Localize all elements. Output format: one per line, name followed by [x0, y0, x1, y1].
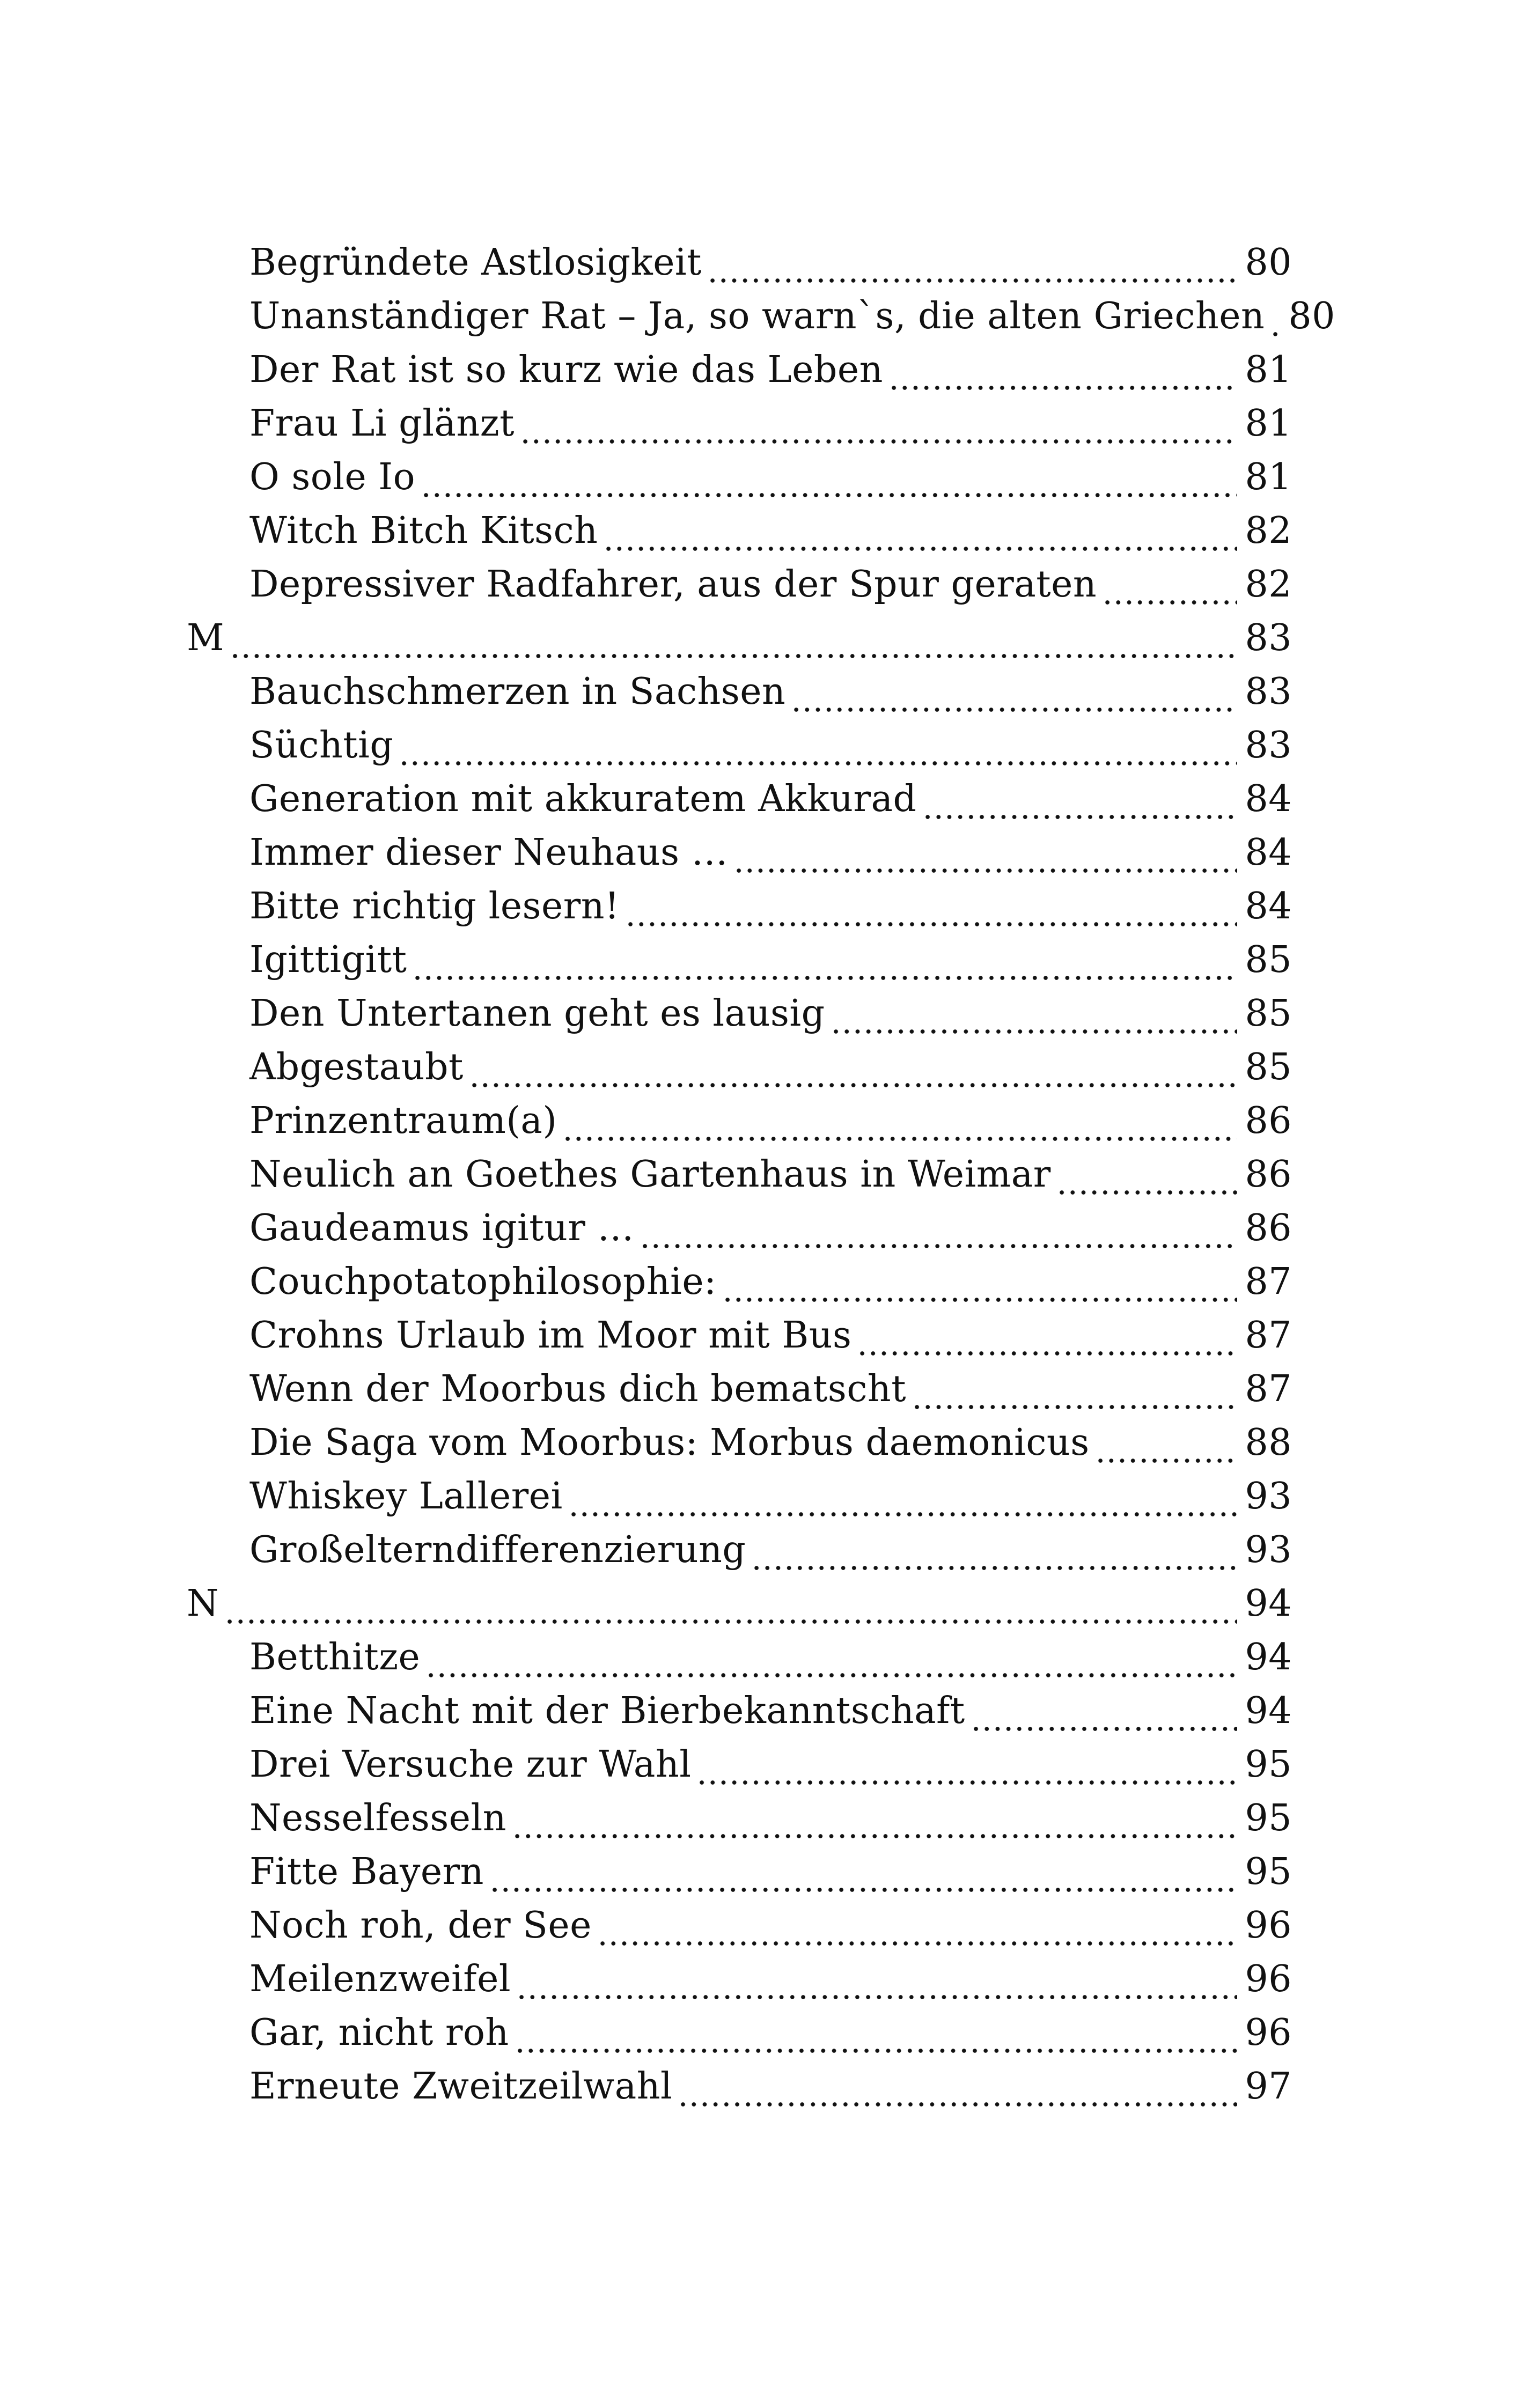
toc-entry	[249, 558, 1292, 612]
toc-entry-title: Nesselfesseln	[249, 1797, 507, 1839]
toc-entry-title: O sole Io	[249, 456, 416, 498]
toc-entry-title: Süchtig	[249, 724, 394, 767]
toc-entry	[249, 343, 1292, 397]
toc-entry-title: Abgestaubt	[249, 1046, 464, 1088]
dot-leader	[399, 719, 1237, 772]
toc-entry	[249, 2060, 1292, 2114]
toc-entry	[249, 1363, 1292, 1416]
toc-entry	[249, 1416, 1292, 1470]
toc-entry-page-number: 82	[1245, 563, 1292, 606]
toc-entry	[249, 1094, 1292, 1148]
toc-entry-page-number: 80	[1245, 241, 1292, 284]
dot-leader	[1095, 1416, 1238, 1470]
dot-leader	[707, 236, 1237, 290]
toc-entry-title: Generation mit akkuratem Akkurad	[249, 778, 917, 820]
toc-entry-title: Couchpotatophilosophie:	[249, 1261, 717, 1303]
toc-entry	[249, 2006, 1292, 2060]
toc-entry-page-number: 81	[1245, 456, 1292, 498]
toc-entry-page-number: 86	[1245, 1153, 1292, 1196]
toc-entry-title: Igittigitt	[249, 939, 407, 981]
toc-entry	[249, 1255, 1292, 1309]
toc-entry-page-number: 96	[1245, 1904, 1292, 1947]
toc-entry-page-number: 86	[1245, 1100, 1292, 1142]
toc-entry-page-number: 88	[1245, 1422, 1292, 1464]
toc-entry-page-number: 94	[1245, 1636, 1292, 1678]
toc-entry-title: Unanständiger Rat – Ja, so warn`s, die alten Griechen	[249, 295, 1265, 337]
toc-entry	[249, 719, 1292, 772]
toc-entry	[249, 504, 1292, 558]
toc-entry	[249, 1523, 1292, 1577]
toc-entry	[249, 1792, 1292, 1845]
toc-entry-title: Immer dieser Neuhaus …	[249, 831, 729, 874]
toc-entry	[249, 1041, 1292, 1094]
dot-leader	[912, 1363, 1237, 1416]
dot-leader	[412, 933, 1237, 987]
toc-entry-page-number: 87	[1245, 1368, 1292, 1410]
toc-entry	[249, 665, 1292, 719]
toc-entry-title: Bauchschmerzen in Sachsen	[249, 671, 786, 713]
dot-leader	[425, 1631, 1237, 1684]
dot-leader	[733, 826, 1237, 880]
dot-leader	[1056, 1148, 1238, 1202]
toc-entry	[249, 880, 1292, 933]
dot-leader	[1102, 558, 1237, 612]
dot-leader	[678, 2060, 1237, 2114]
toc-entry-title: Frau Li glänzt	[249, 402, 515, 445]
dot-leader	[421, 451, 1237, 504]
toc-entry	[249, 826, 1292, 880]
dot-leader	[831, 987, 1238, 1041]
toc-entry-page-number: 84	[1245, 831, 1292, 874]
toc-entry	[249, 1631, 1292, 1684]
toc-entry	[249, 290, 1335, 343]
dot-leader	[888, 343, 1238, 397]
toc-entry	[249, 1899, 1292, 1953]
toc-entry-page-number: 80	[1288, 295, 1335, 337]
toc-entry-title: Betthitze	[249, 1636, 421, 1678]
toc-entry	[249, 933, 1292, 987]
toc-entry-title: Drei Versuche zur Wahl	[249, 1743, 692, 1786]
dot-leader	[516, 1953, 1237, 2006]
toc-entry-title: Whiskey Lallerei	[249, 1475, 563, 1518]
dot-leader	[971, 1684, 1238, 1738]
toc-entry-page-number: 95	[1245, 1851, 1292, 1893]
toc-entry-page-number: 81	[1245, 402, 1292, 445]
toc-entry-page-number: 94	[1245, 1690, 1292, 1732]
toc-entry-title: Eine Nacht mit der Bierbekanntschaft	[249, 1690, 965, 1732]
toc-entry	[249, 987, 1292, 1041]
toc-entry-title: Neulich an Goethes Gartenhaus in Weimar	[249, 1153, 1051, 1196]
toc-entry-title: Wenn der Moorbus dich bematscht	[249, 1368, 907, 1410]
toc-entry-page-number: 94	[1245, 1582, 1292, 1625]
toc-entry	[249, 1148, 1292, 1202]
dot-leader	[722, 1255, 1238, 1309]
toc-entry-title: Gar, nicht roh	[249, 2012, 509, 2054]
toc-entry-title: Noch roh, der See	[249, 1904, 592, 1947]
toc-entry-page-number: 83	[1245, 617, 1292, 659]
toc-entry-page-number: 83	[1245, 671, 1292, 713]
toc-entry-page-number: 85	[1245, 939, 1292, 981]
dot-leader	[597, 1899, 1238, 1953]
toc-entry-title: Den Untertanen geht es lausig	[249, 992, 825, 1035]
toc-entry-page-number: 87	[1245, 1261, 1292, 1303]
toc-section-heading	[187, 1577, 1292, 1631]
toc-entry-page-number: 87	[1245, 1314, 1292, 1357]
toc-entry-page-number: 95	[1245, 1797, 1292, 1839]
dot-leader	[515, 2006, 1238, 2060]
dot-leader	[603, 504, 1237, 558]
dot-leader	[857, 1309, 1237, 1363]
dot-leader	[1270, 290, 1281, 343]
toc-section-letter: M	[187, 617, 225, 659]
toc-entry	[249, 1738, 1292, 1792]
toc-entry	[249, 772, 1292, 826]
toc-entry-page-number: 83	[1245, 724, 1292, 767]
toc-entry-page-number: 85	[1245, 1046, 1292, 1088]
toc-entry-title: Großelterndifferenzierung	[249, 1529, 746, 1571]
toc-entry-title: Witch Bitch Kitsch	[249, 510, 598, 552]
toc-section-letter: N	[187, 1582, 219, 1625]
toc-entry-title: Meilenzweifel	[249, 1958, 511, 2000]
dot-leader	[489, 1845, 1238, 1899]
toc-entry-title: Fitte Bayern	[249, 1851, 484, 1893]
toc-entry-page-number: 97	[1245, 2065, 1292, 2108]
toc-entry	[249, 236, 1292, 290]
dot-leader	[469, 1041, 1238, 1094]
toc-entry-title: Depressiver Radfahrer, aus der Spur geraten	[249, 563, 1097, 606]
dot-leader	[640, 1202, 1237, 1255]
toc-entry-title: Crohns Urlaub im Moor mit Bus	[249, 1314, 852, 1357]
dot-leader	[230, 612, 1237, 665]
toc-entry-title: Erneute Zweitzeilwahl	[249, 2065, 673, 2108]
dot-leader	[791, 665, 1237, 719]
dot-leader	[625, 880, 1238, 933]
dot-leader	[751, 1523, 1237, 1577]
dot-leader	[922, 772, 1238, 826]
toc-entry-page-number: 86	[1245, 1207, 1292, 1249]
toc-entry-title: Begründete Astlosigkeit	[249, 241, 702, 284]
dot-leader	[224, 1577, 1237, 1631]
toc-entry	[249, 1953, 1292, 2006]
dot-leader	[520, 397, 1238, 451]
toc-entry-page-number: 84	[1245, 778, 1292, 820]
toc-entry-page-number: 96	[1245, 2012, 1292, 2054]
toc-entry	[249, 397, 1292, 451]
dot-leader	[562, 1094, 1237, 1148]
toc-section-heading	[187, 612, 1292, 665]
toc-entry-page-number: 95	[1245, 1743, 1292, 1786]
toc-entry	[249, 1470, 1292, 1523]
toc-entry-title: Die Saga vom Moorbus: Morbus daemonicus	[249, 1422, 1090, 1464]
toc-entry-title: Prinzentraum(a)	[249, 1100, 557, 1142]
toc-entry	[249, 1309, 1292, 1363]
dot-leader	[568, 1470, 1238, 1523]
toc-entry-page-number: 81	[1245, 349, 1292, 391]
dot-leader	[696, 1738, 1237, 1792]
toc-entry	[249, 1202, 1292, 1255]
toc-entry	[249, 1684, 1292, 1738]
toc-entry-page-number: 82	[1245, 510, 1292, 552]
toc-entry-page-number: 93	[1245, 1529, 1292, 1571]
toc-entry-page-number: 84	[1245, 885, 1292, 927]
toc-entry-page-number: 85	[1245, 992, 1292, 1035]
toc-entry-title: Gaudeamus igitur …	[249, 1207, 635, 1249]
dot-leader	[512, 1792, 1237, 1845]
toc-entry	[249, 451, 1292, 504]
toc-entry-page-number: 96	[1245, 1958, 1292, 2000]
toc-entry	[249, 1845, 1292, 1899]
toc-entry-page-number: 93	[1245, 1475, 1292, 1518]
toc-entry-title: Bitte richtig lesern!	[249, 885, 620, 927]
toc-entry-title: Der Rat ist so kurz wie das Leben	[249, 349, 883, 391]
